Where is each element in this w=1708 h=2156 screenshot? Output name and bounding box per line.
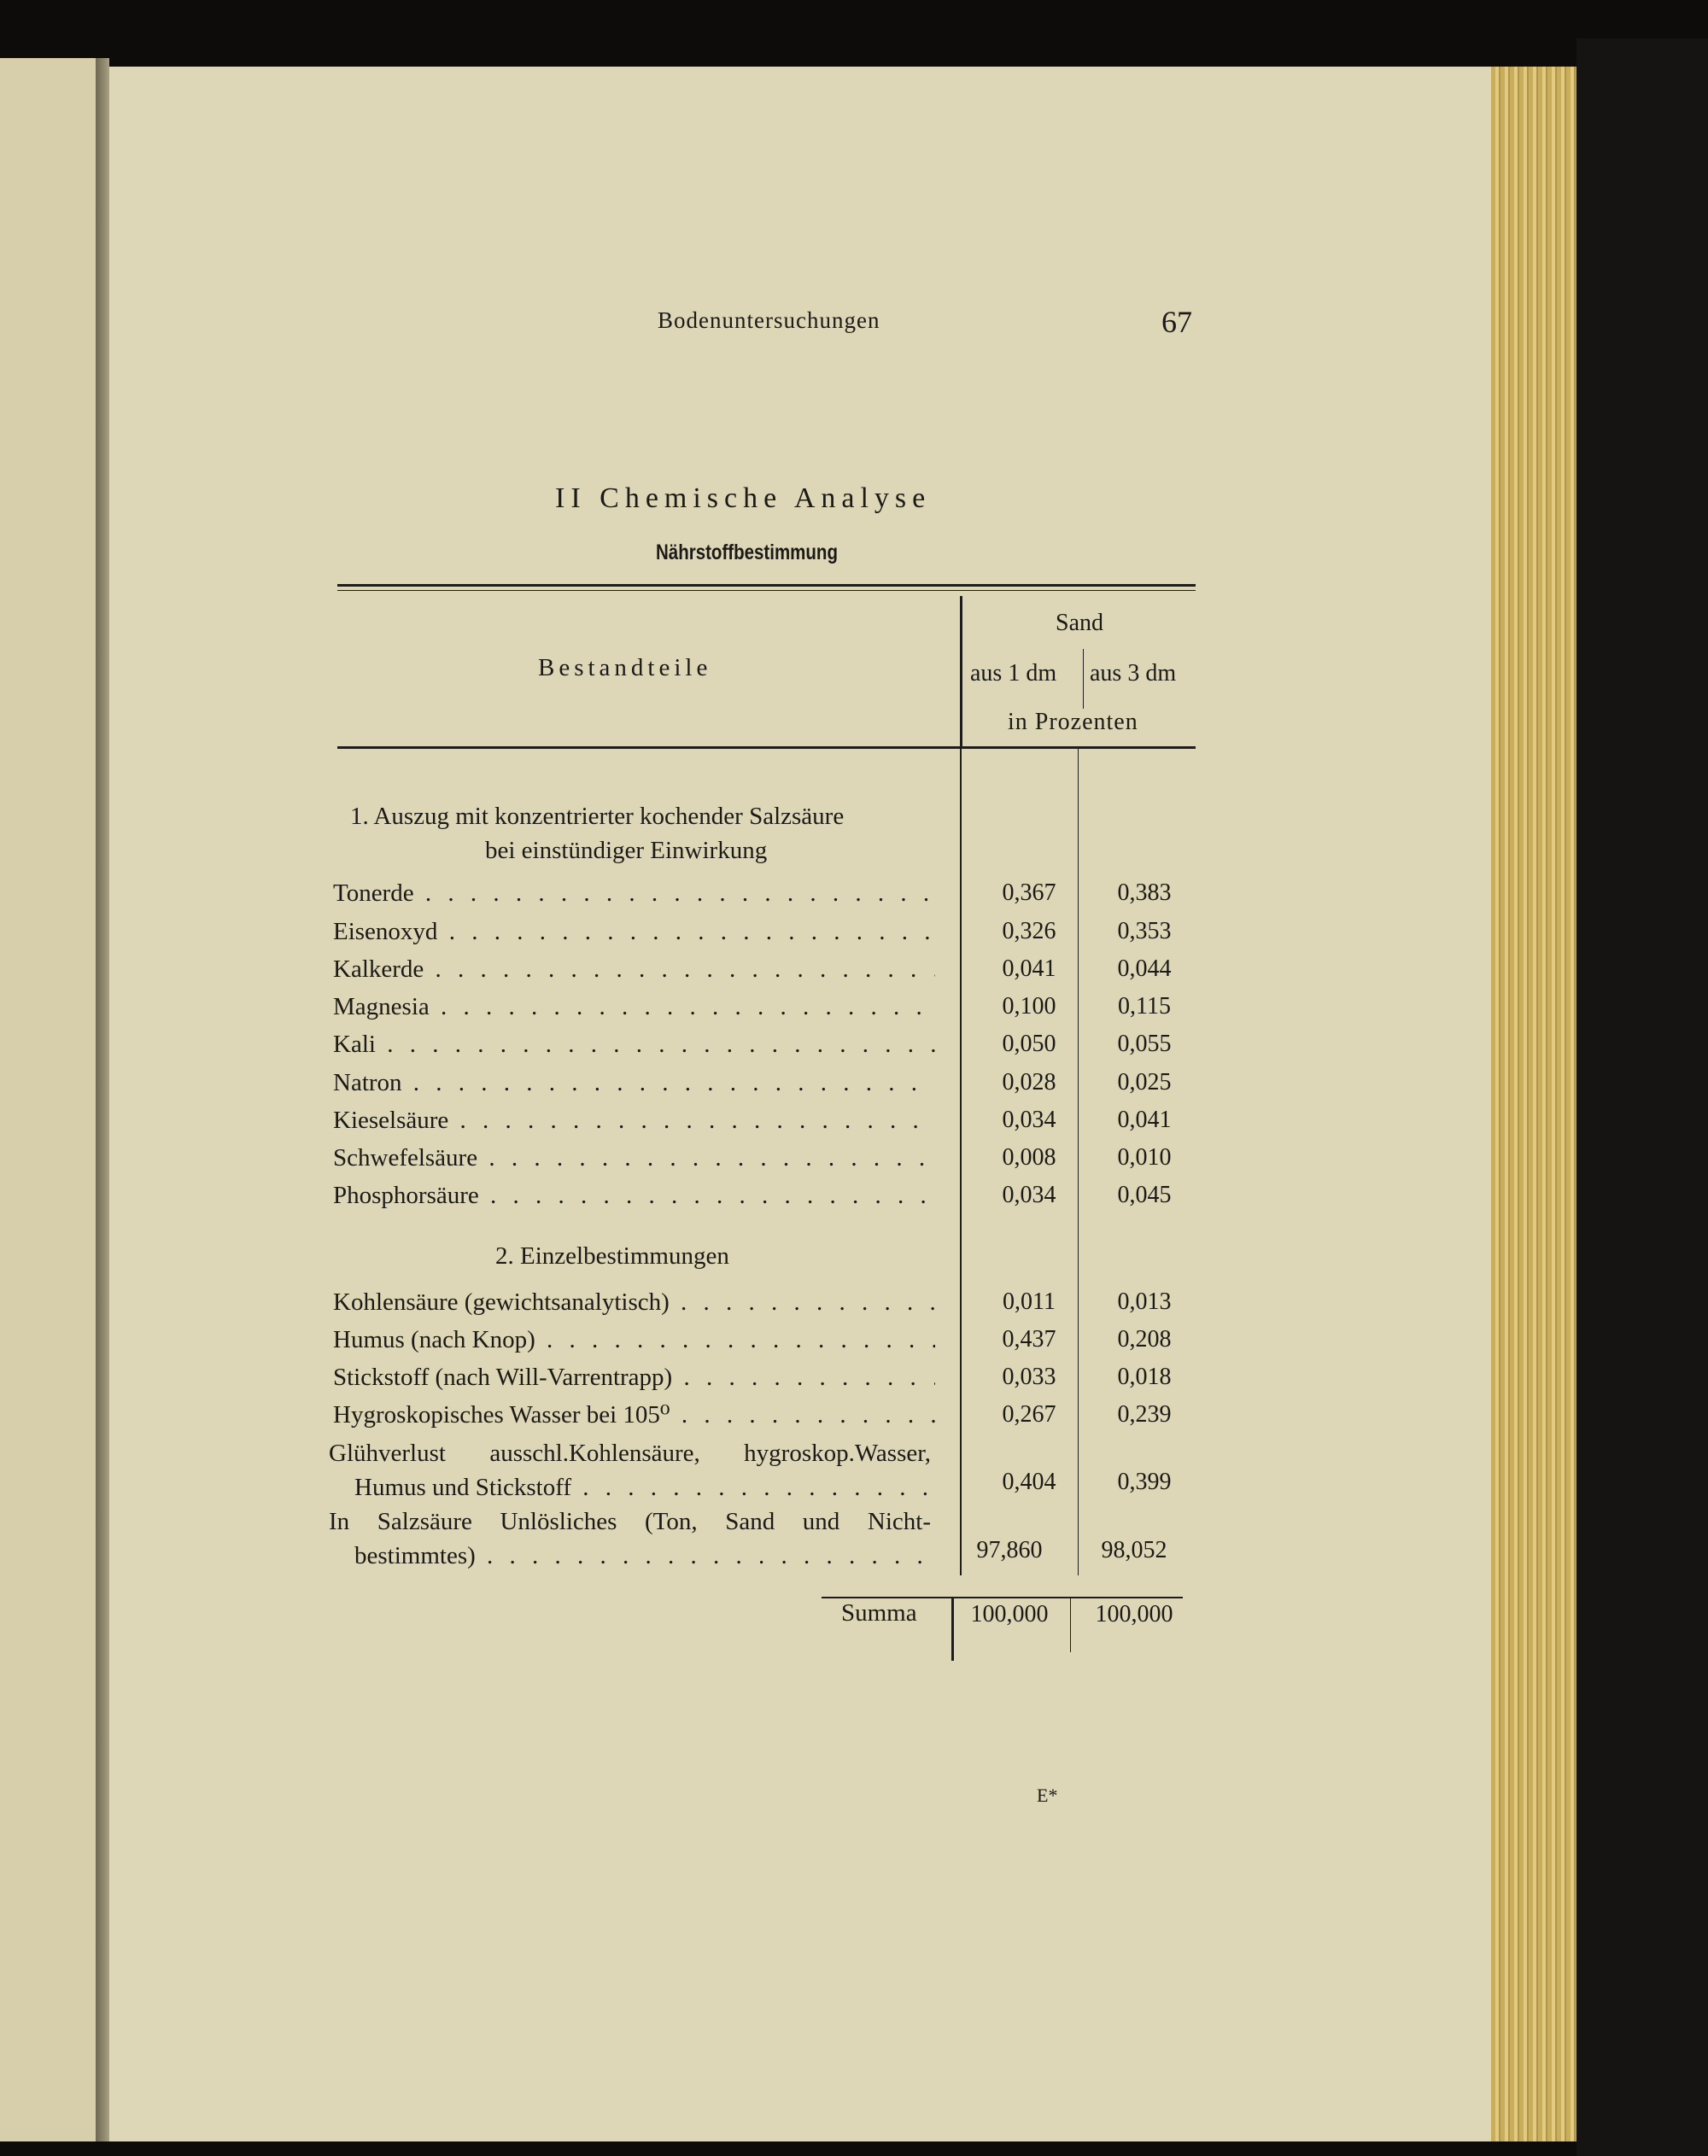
col-header-1dm: aus 1 dm (970, 660, 1057, 687)
row-label: Kali . . . (333, 1027, 935, 1061)
cell-3dm: 0,115 (1118, 993, 1171, 1020)
row-label: Schwefelsäure . . . (333, 1141, 935, 1175)
sum-1dm: 100,000 (970, 1601, 1049, 1627)
header-divider (960, 596, 962, 748)
cell-3dm: 0,041 (1117, 1107, 1172, 1133)
subcol-divider (1083, 649, 1084, 709)
cell-1dm: 0,011 (1003, 1288, 1056, 1315)
sum-divider-mid (1070, 1597, 1071, 1652)
row-label-line2: Humus und Stickstoff . . . (329, 1470, 931, 1505)
sum-3dm: 100,000 (1095, 1601, 1173, 1627)
left-page-edge (0, 58, 98, 2141)
cell-1dm: 0,034 (1002, 1107, 1056, 1133)
row-label: Phosphorsäure . . . (333, 1178, 935, 1212)
cell-1dm: 0,041 (1002, 955, 1056, 982)
col-header-bestandteile: Bestandteile (538, 654, 712, 681)
row-label-multiline (329, 1436, 931, 1505)
group2-title: 2. Einzelbestimmungen (495, 1242, 729, 1270)
cell-3dm: 0,025 (1117, 1069, 1172, 1096)
row-label-multiline (329, 1505, 931, 1573)
row-label: Hygroskopisches Wasser bei 105⁰ . . . (333, 1398, 935, 1432)
cell-3dm: 0,018 (1117, 1364, 1172, 1390)
page-number: 67 (1161, 305, 1192, 339)
row-label: Natron . . . (333, 1066, 935, 1100)
row-label: Tonerde . . . (333, 876, 935, 910)
col-header-3dm: aus 3 dm (1090, 660, 1177, 687)
row-label: Humus (nach Knop) . . . (333, 1323, 935, 1357)
cell-1dm: 0,437 (1002, 1326, 1056, 1353)
cell-1dm: 0,034 (1002, 1182, 1056, 1208)
cell-3dm: 0,010 (1117, 1144, 1172, 1171)
cell-3dm: 0,208 (1117, 1326, 1172, 1353)
row-label-line2: bestimmtes) . . . (329, 1539, 931, 1573)
row-label: Kalkerde . . . (333, 952, 935, 986)
cell-3dm: 0,399 (1117, 1469, 1172, 1495)
cell-3dm: 98,052 (1101, 1537, 1167, 1563)
running-title: Bodenuntersuchungen (658, 307, 880, 333)
table-top-rule-thin (337, 590, 1196, 591)
cell-3dm: 0,044 (1117, 955, 1172, 982)
cell-1dm: 97,860 (976, 1537, 1043, 1563)
cell-3dm: 0,239 (1117, 1401, 1172, 1428)
cell-3dm: 0,383 (1117, 879, 1172, 906)
subtitle: Nährstoffbestimmung (656, 540, 838, 564)
table-top-rule (337, 584, 1196, 587)
cell-1dm: 0,404 (1002, 1469, 1056, 1495)
cell-1dm: 0,326 (1002, 918, 1056, 944)
col-group-sand: Sand (1056, 610, 1103, 636)
page-edges (1491, 67, 1576, 2141)
cell-3dm: 0,045 (1117, 1182, 1172, 1208)
section-title: II Chemische Analyse (555, 482, 932, 514)
cell-3dm: 0,013 (1117, 1288, 1172, 1315)
row-label: Kieselsäure . . . (333, 1103, 935, 1137)
body-divider-left (960, 749, 962, 1575)
col-unit: in Prozenten (1008, 709, 1138, 735)
cell-1dm: 0,008 (1002, 1144, 1056, 1171)
row-label: Eisenoxyd . . . (333, 914, 935, 949)
cell-1dm: 0,267 (1002, 1401, 1056, 1428)
cell-1dm: 0,050 (1002, 1031, 1056, 1057)
signature-mark: E* (1037, 1785, 1058, 1806)
book-cover (1576, 38, 1708, 2156)
group1-title-line2: bei einstündiger Einwirkung (485, 837, 768, 864)
cell-3dm: 0,055 (1117, 1031, 1172, 1057)
cell-1dm: 0,100 (1002, 993, 1056, 1020)
group1-title-line1: 1. Auszug mit konzentrierter kochender Salzsäure (350, 803, 845, 830)
sum-label: Summa (841, 1599, 917, 1627)
row-label-line1: In Salzsäure Unlösliches (Ton, Sand und Nicht- (329, 1508, 931, 1535)
row-label: Stickstoff (nach Will-Varrentrapp) . . . (333, 1360, 935, 1394)
cell-3dm: 0,353 (1117, 918, 1172, 944)
header-bottom-rule (337, 746, 1196, 749)
cell-1dm: 0,028 (1002, 1069, 1056, 1096)
cell-1dm: 0,033 (1002, 1364, 1056, 1390)
cell-1dm: 0,367 (1002, 879, 1056, 906)
row-label: Kohlensäure (gewichtsanalytisch) . . . (333, 1285, 935, 1319)
row-label-line1: Glühverlust ausschl.Kohlensäure, hygroskop.Wasser, (329, 1440, 931, 1467)
row-label: Magnesia . . . (333, 990, 935, 1024)
book-gutter (96, 58, 109, 2141)
